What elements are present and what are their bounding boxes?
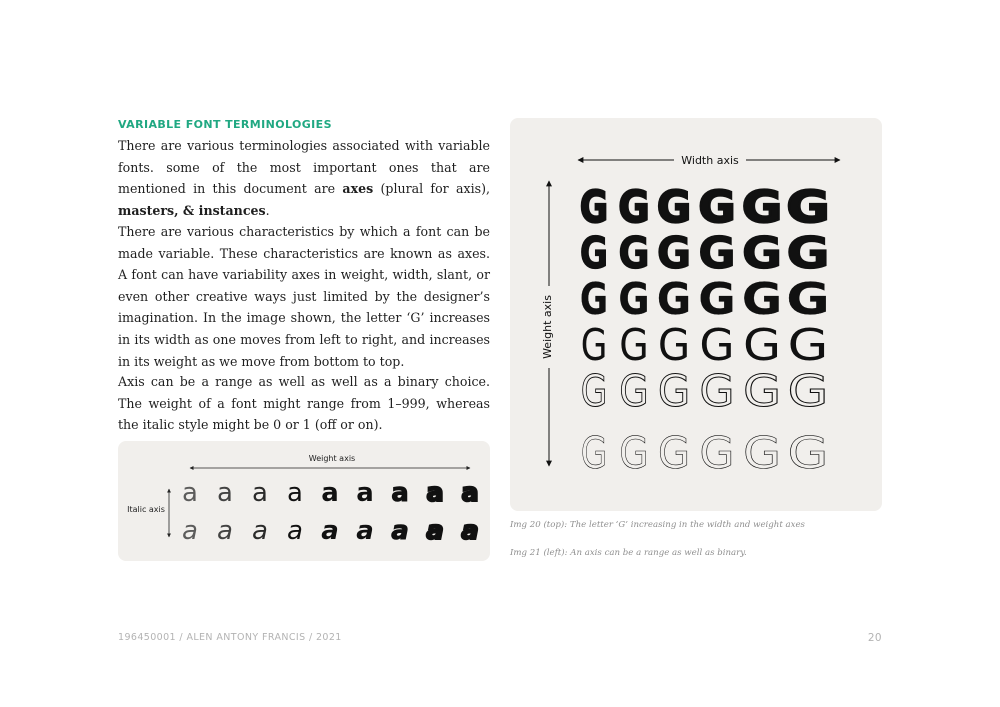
g-glyph: G xyxy=(580,319,608,372)
g-glyph: G xyxy=(656,181,692,234)
g-glyph: G xyxy=(699,365,735,417)
g-glyph: G xyxy=(787,366,829,417)
g-glyph: G xyxy=(618,273,650,325)
g-glyph: G xyxy=(741,273,783,325)
upright-a-glyph: a xyxy=(461,478,479,508)
g-glyph: G xyxy=(741,181,783,233)
intro-text-before: There are various terminologies associated with variable fonts. some of the most important ones that are mentioned in this document are xyxy=(118,138,490,197)
g-glyph: G xyxy=(657,427,691,480)
intro-bold-axes: axes xyxy=(342,181,374,197)
caption-img21: Img 21 (left): An axis can be a range as well as binary. xyxy=(510,548,747,558)
italic-a-glyph: a xyxy=(426,516,444,546)
section-heading: VARIABLE FONT TERMINOLOGIES xyxy=(118,118,332,131)
width-weight-figure xyxy=(510,118,882,511)
italic-axis-label: Italic axis xyxy=(127,505,165,514)
upright-a-glyph: a xyxy=(391,478,409,508)
italic-a-glyph: a xyxy=(182,516,198,546)
g-glyph: G xyxy=(579,273,609,326)
intro-text-end: . xyxy=(265,202,270,218)
upright-a-glyph: a xyxy=(252,478,268,508)
italic-a-glyph: a xyxy=(252,516,268,546)
g-glyph: G xyxy=(619,319,649,371)
range-paragraph: Axis can be a range as well as well as a binary choice. The weight of a font might range from 1–999, whereas the italic style might be 0 or 1 (off or on). xyxy=(118,374,490,433)
big-glyph-grid xyxy=(580,181,830,479)
intro-bold-masters: masters, & instances xyxy=(118,202,266,218)
big-weight-axis-label: Weight axis xyxy=(541,295,554,359)
upright-a-glyph: a xyxy=(182,478,198,508)
axes-paragraph: There are various characteristics by which a font can be made variable. These characteristics are known as axes. A font can have variability axes in weight, width, slant, or even other creative ways just limited by the designer’s imagination. In the image shown, the letter ‘G’ increases in its width as one moves from left to right, and increases in its weight as we move from bottom to top. xyxy=(118,224,490,369)
g-glyph: G xyxy=(698,273,736,325)
g-glyph: G xyxy=(786,228,830,279)
g-glyph: G xyxy=(741,227,783,279)
caption-img20: Img 20 (top): The letter ‘G’ increasing in the width and weight axes xyxy=(510,520,805,530)
g-glyph: G xyxy=(579,227,609,280)
g-glyph: G xyxy=(657,365,691,418)
g-glyph: G xyxy=(787,320,829,371)
g-glyph: G xyxy=(698,227,736,279)
g-glyph: G xyxy=(787,428,829,479)
intro-text-mid: (plural for axis), xyxy=(373,181,490,197)
italic-a-glyph: a xyxy=(321,516,339,546)
g-glyph: G xyxy=(619,365,649,417)
width-weight-figure-svg xyxy=(510,118,882,511)
g-glyph: G xyxy=(657,319,691,372)
g-glyph: G xyxy=(579,181,609,234)
g-glyph: G xyxy=(618,227,650,279)
upright-a-glyph: a xyxy=(426,478,444,508)
italic-a-glyph: a xyxy=(356,516,374,546)
upright-a-glyph: a xyxy=(356,478,374,508)
g-glyph: G xyxy=(656,273,692,326)
g-glyph: G xyxy=(742,319,782,371)
g-glyph: G xyxy=(698,181,736,233)
g-glyph: G xyxy=(699,427,735,479)
g-glyph: G xyxy=(742,365,782,417)
g-glyph: G xyxy=(656,227,692,280)
page-number: 20 xyxy=(867,632,882,644)
g-glyph: G xyxy=(618,181,650,233)
g-glyph: G xyxy=(742,427,782,479)
g-glyph: G xyxy=(580,365,608,418)
upright-a-glyph: a xyxy=(287,478,303,508)
intro-paragraph xyxy=(118,135,490,221)
g-glyph: G xyxy=(786,182,830,233)
small-weight-axis-label: Weight axis xyxy=(308,454,356,463)
italic-a-glyph: a xyxy=(287,516,303,546)
upright-a-glyph: a xyxy=(217,478,233,508)
footer-author: 196450001 / ALEN ANTONY FRANCIS / 2021 xyxy=(118,632,342,643)
upright-a-glyph: a xyxy=(321,478,339,508)
small-glyph-grid xyxy=(182,478,479,546)
g-glyph: G xyxy=(619,427,649,479)
italic-a-glyph: a xyxy=(461,516,479,546)
weight-italic-figure-svg xyxy=(118,441,490,561)
g-glyph: G xyxy=(699,319,735,371)
weight-italic-figure xyxy=(118,441,490,561)
width-axis-label: Width axis xyxy=(681,154,739,167)
italic-a-glyph: a xyxy=(391,516,409,546)
g-glyph: G xyxy=(580,427,608,480)
g-glyph: G xyxy=(786,274,830,325)
italic-a-glyph: a xyxy=(217,516,233,546)
